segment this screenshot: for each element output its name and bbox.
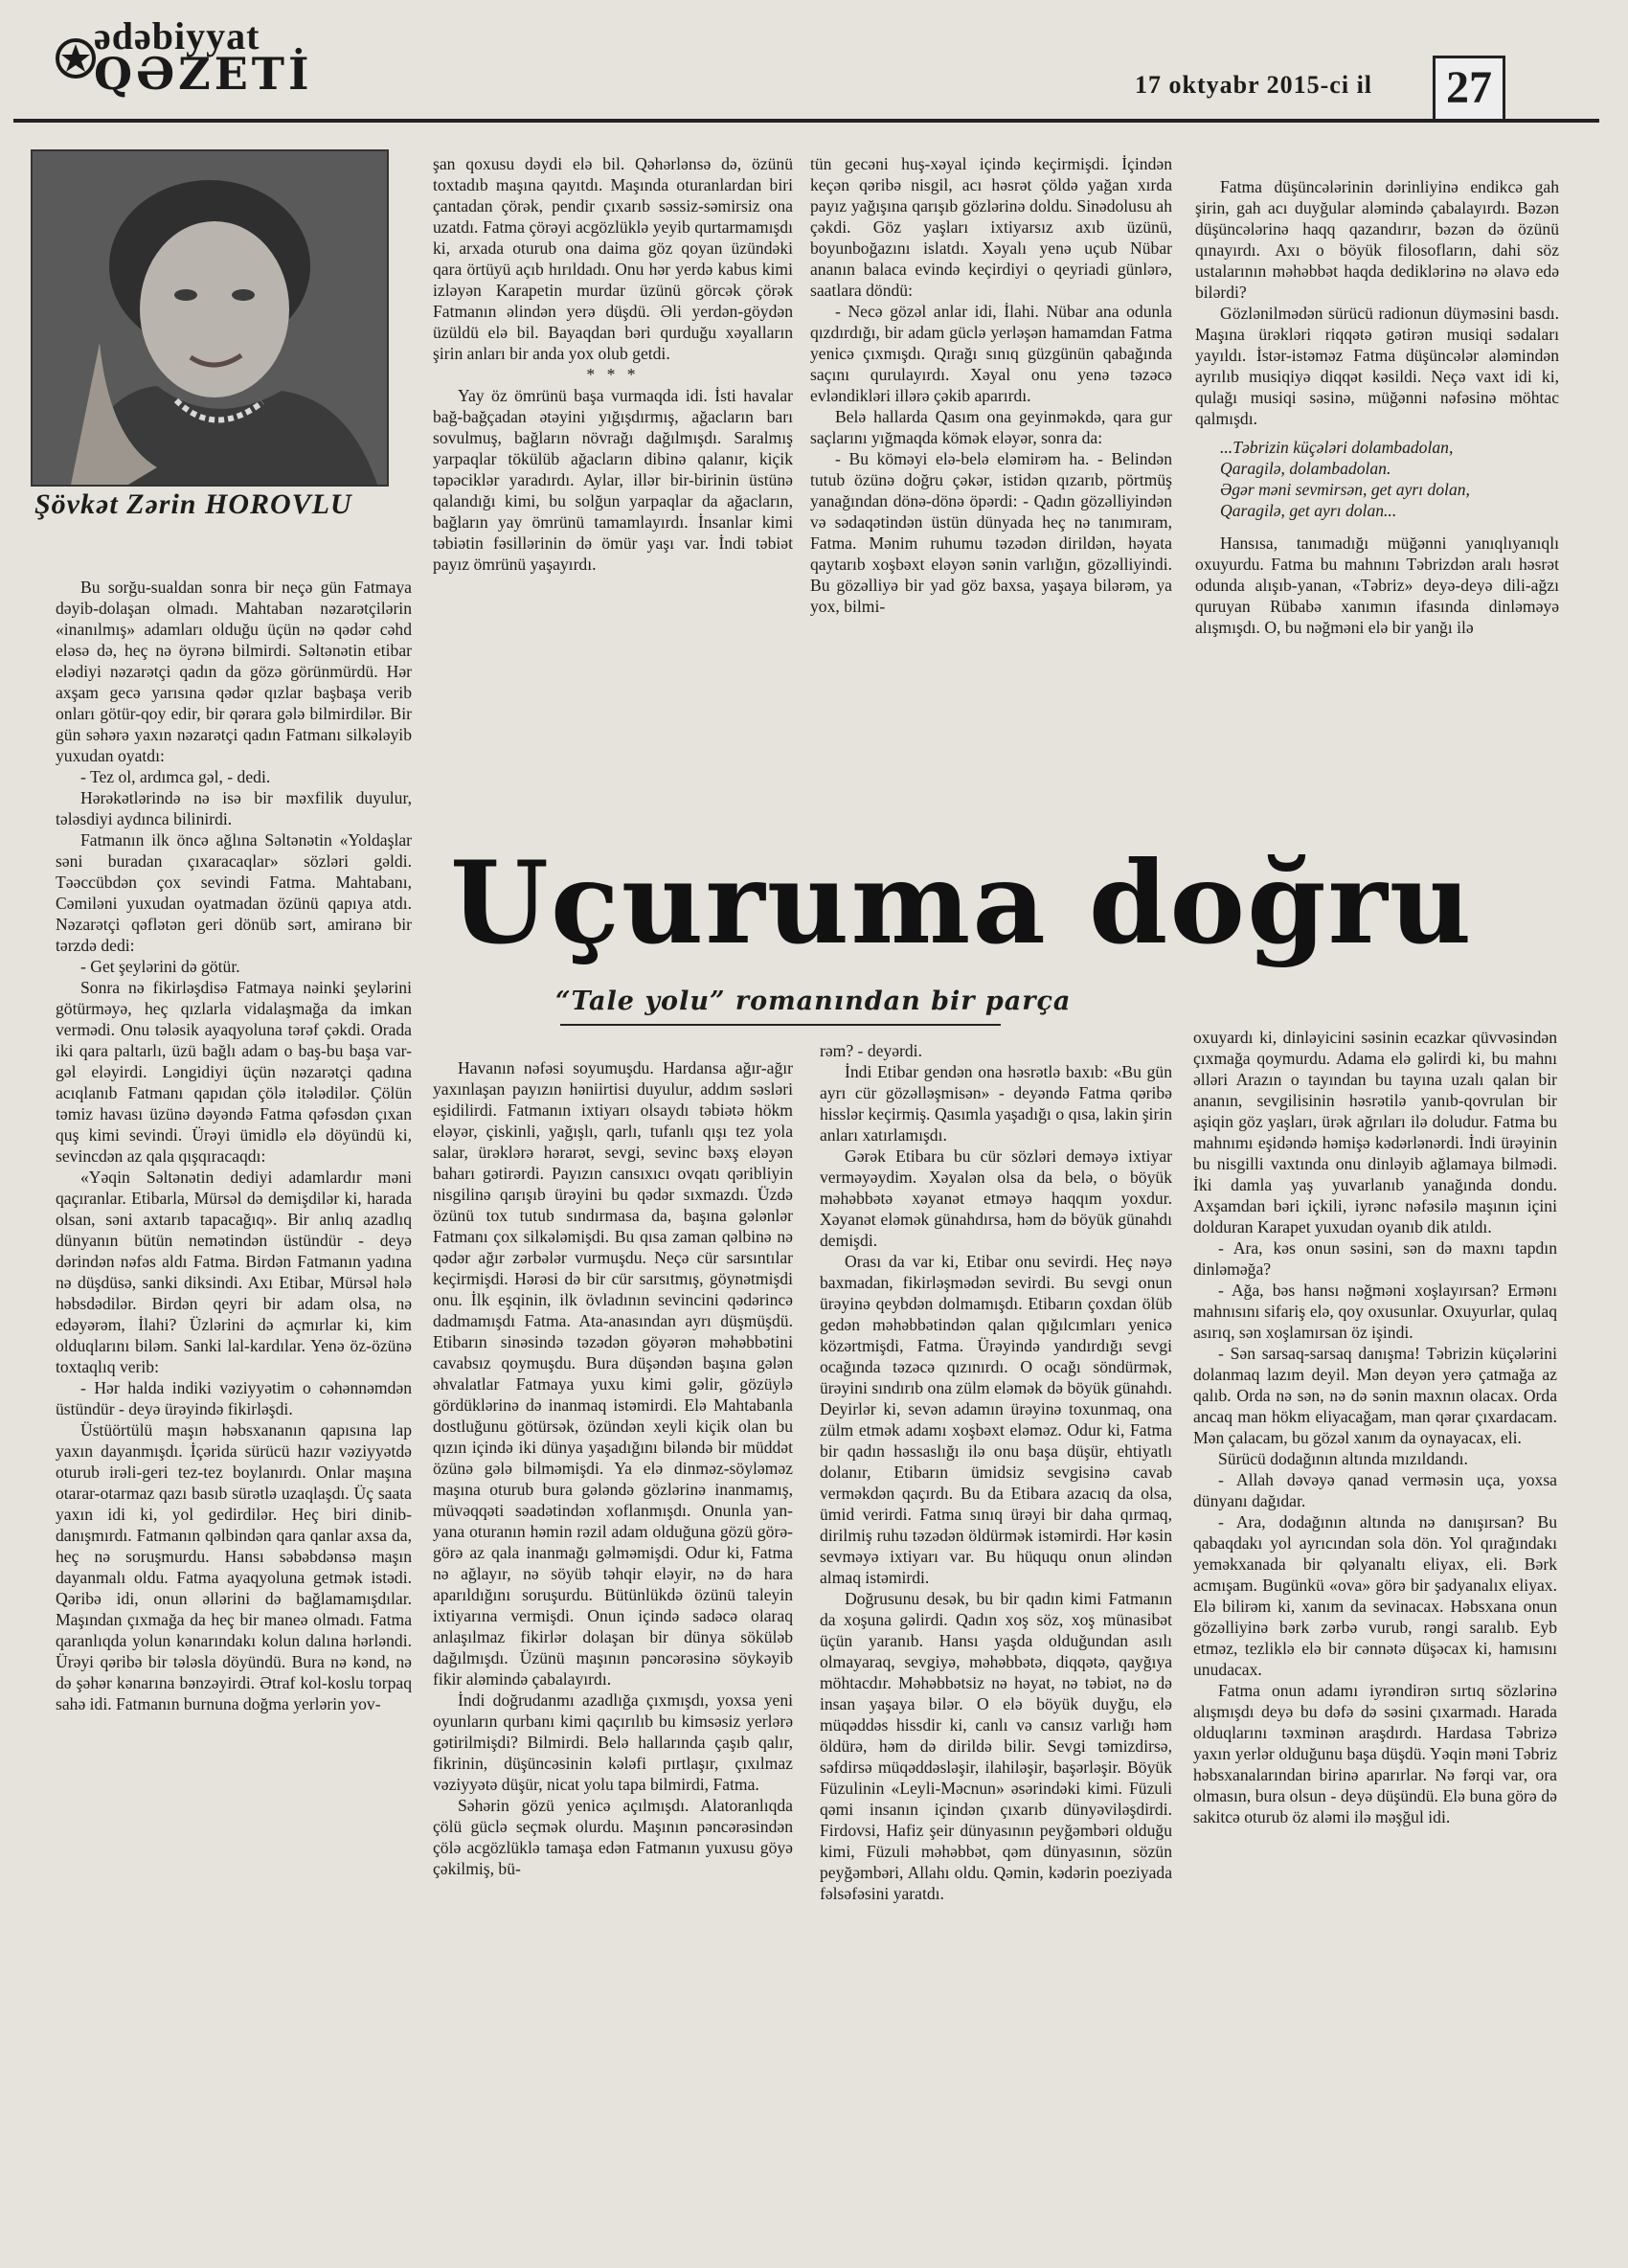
paragraph: oxuyardı ki, dinləyicini səsinin ecazkar qüvvəsindən çıxmağa qoymurdu. Adama elə gəlirdi ki, bu mahnı əlləri Arazın o tayından bu tayına uzalı qalan bir ananın, sevgilisinin həsrətilə yanıb-qovrulan bir aşiqin göz yaşları, ürək ağrıları ilə doludur. Fatma bu mahnımı eşidəndə həmişə kədərlənərdi. İndi ürəyinin bu nisgilli vaxtında onu dinləyib ağlamaya bilmədi. İki damla yaş yuvarlanıb yanağında dondu. Axşamdan bəri içkili, iyrənc nəfəsilə maşının içini dolduran Karapet yuxudan oyanıb dik atıldı. — [1193, 1028, 1557, 1236]
paragraph: Sürücü dodağının altında mızıldandı. — [1218, 1449, 1468, 1468]
author-name: Şövkət Zərin HOROVLU — [34, 488, 352, 520]
paragraph: - Allah dəvəyə qanad verməsin uça, yoxsa dünyanı dağıdar. — [1193, 1470, 1557, 1510]
paragraph: Hansısa, tanımadığı müğənni yanıqlıyanıqlı oxuyurdu. Fatma bu mahnını Təbrizdən aralı həsrət odunda alışıb-yanan, «Təbriz» deyə-deyə dili-ağzı quruyan Rübabə xanımın ifasında dinləməyə alışmışdı. O, bu nəğməni elə bir yanğı ilə — [1195, 533, 1559, 637]
paragraph: - Get şeylərini də götür. — [80, 957, 240, 976]
poem-line: Qaragilə, dolambadolan. — [1220, 459, 1391, 478]
paragraph: - Necə gözəl anlar idi, İlahi. Nübar ana odunla qızdırdığı, bir adam güclə yerləşən hamamdan Fatma yenicə çıxmışdı. Qırağı sınıq güzgünün qabağında saçını qurulayırdı. Xəyal onu yenə təzəcə evləndikləri illərə çəkib aparırdı. — [810, 302, 1172, 405]
paragraph: Hərəkətlərində nə isə bir məxfilik duyulur, tələsdiyi aydınca bilinirdi. — [56, 788, 412, 828]
paragraph: Gərək Etibara bu cür sözləri deməyə ixtiyar verməyəydim. Xəyalən olsa da belə, o böyük məhəbbətə xəyanət etməyə haqqım yoxdur. Xəyanət eləmək günahdırsa, həm də böyük günahdı demişdi. — [820, 1146, 1172, 1250]
page-number: 27 — [1433, 56, 1505, 123]
paragraph: Fatma onun adamı iyrəndirən sırtıq sözlərinə alışmışdı deyə bu dəfə də səsini çıxarmadı. Harada olduqlarını təxminən araşdırdı. Hardasa Təbrizə yaxın yerlər olduğunu başa düşdü. Yəqin məni Təbriz həbsxanalarından birinə aparırlar. Nə fərqi var, ora olmasın, bura olsun - deyə düşündü. Elə buna görə də sakitcə oturub öz aləmi ilə məşğul idi. — [1193, 1681, 1557, 1826]
paragraph: tün gecəni huş-xəyal içində keçirmişdi. İçindən keçən qəribə nisgil, acı həsrət çöldə yağan xırda payız yağışına qarışıb gözlərinə doldu. Sinədolusu ah çəkdi. Göz yaşları ixtiyarsız axıb üzünü, boyunboğazını islatdı. Xəyalı yenə uçub Nübar ananın balaca evində keçirdiyi o qeyriadi günlərə, saatlara döndü: — [810, 154, 1172, 300]
paragraph: - Ağa, bəs hansı nəğməni xoşlayırsan? Ermənı mahnısını sifariş elə, qoy oxusunlar. Oxuyurlar, qulaq asırıq, sən xoşlamırsan öz işindi. — [1193, 1281, 1557, 1342]
paragraph: - Hər halda indiki vəziyyətim o cəhənnəmdən üstündür - deyə ürəyində fikirləşdi. — [56, 1378, 412, 1418]
article-subtitle: “Tale yolu” romanından bir parça — [555, 987, 1072, 1016]
paragraph: Orası da var ki, Etibar onu sevirdi. Heç nəyə baxmadan, fikirləşmədən sevirdi. Bu sevgi onun ürəyinə qeybdən dolmamışdı. Etibarın çoxdan ölüb gedən məhəbbətindən qalan qığılcımları yenicə közərtmişdi, Fatma. Ürəyində yandırdığı sevgi ocağında təzəcə qızınırdı. O ocağı söndürmək, ürəyini sındırıb ona zülm eləmək də böyük günahdı. Deyirlər ki, sevən adamın ürəyinə toxunmaq, ona zülm etmək adamı xoşbəxt eləməz. Odur ki, Fatma bir qadın həssaslığı ilə onu başa düşür, ehtiyatlı dolanır, Etibarın ümidsiz sevgisinə cavab verməkdən qaçırdı. Bu da Etibara azacıq da olsa, ümid verirdi. Fatma sınıq ürəyi bir daha qırmaq, dirilmiş ruhu təzədən öldürmək istəmirdi. Hər kəsin sevməyə ixtiyarı var. Bu hüququ onun əlindən almaq istəmirdi. — [820, 1252, 1172, 1587]
column-7 — [1193, 1027, 1557, 1827]
masthead-logo — [56, 11, 313, 100]
paragraph: - Sən sarsaq-sarsaq danışma! Təbrizin küçələrini dolanmaq lazım deyil. Mən deyən yerə çatmağa az qalıb. Orda nə sən, nə də sənin maxnın olacax. Orda ancaq man hökm eliyacağam, man qərar çıxardacam. Mən çalacam, bu gözəl xanım da oynayacax, eli. — [1193, 1344, 1557, 1447]
paragraph: İndi doğrudanmı azadlığa çıxmışdı, yoxsa yeni oyunların qurbanı kimi qaçırılıb bu kimsəsiz yerlərə gətirilmişdi? Bilmirdi. Belə hallarında çaşıb qalır, fikrinin, düşüncəsinin kələfi pırtlaşır, çıxılmaz vəziyyətə düşür, nicat yolu tapa bilmirdi, Fatma. — [433, 1690, 793, 1794]
column-3 — [810, 153, 1172, 617]
column-1 — [56, 577, 412, 1714]
header-rule — [13, 119, 1599, 123]
paragraph: Sonra nə fikirləşdisə Fatmaya nəinki şeylərini götürməyə, heç qızlarla vidalaşmağa da imkan vermədi. Onu tələsik ayaqyoluna tərəf çəkdi. Orada iki qara paltarlı, üzü bağlı adam o baş-bu başa var-gəl eləyirdi. Ləngidiyi üçün nəzarətçi qadına acıqlanıb Fatmanı qapıdan çölə itələdilər. Çölün təmiz havası üzünə dəyəndə Fatma qəfəsdən çıxan quş kimi sevindi. Ürəyi ümidlə elə döyündü ki, sevincdən az qala qışqıracaqdı: — [56, 978, 412, 1166]
masthead-bottom-text: QƏZETİ — [94, 48, 313, 100]
paragraph: - Ara, kəs onun səsini, sən də maxnı tapdın dinləməğa? — [1193, 1238, 1557, 1279]
column-4 — [1195, 176, 1559, 638]
paragraph: şan qoxusu dəydi elə bil. Qəhərlənsə də, özünü toxtadıb maşına qayıtdı. Maşında oturanlardan biri çantadan çörək, pendir çıxarıb səssiz-səmirsiz ona uzatdı. Fatma çörəyi acgözlüklə yeyib qurtarmamışdı ki, arxada oturub ona daima göz qoyan üzündəki qara örtüyü açıb hırıldadı. Onu hər yerdə kabus kimi izləyən Karapetin murdar üzünü görcək çörək Fatmanın əlindən yerə düşdü. Əli yerdən-göydən üzüldü elə bil. Bayaqdan bəri qurduğu xəyalların şirin anları bir anda yox olub getdi. — [433, 154, 793, 363]
paragraph: «Yəqin Səltənətin dediyi adamlardır məni qaçıranlar. Etibarla, Mürsəl də demişdilər ki, harada olsan, səni axtarıb tapacağıq». Bir anlıq azadlıq dünyanın bütün nemətindən üstündür - deyə dərindən nəfəs aldı Fatma. Birdən Fatmanın yadına nə düşdüsə, sanki diksindi. Axı Etibar, Mürsəl hələ həbsdədilər. Birdən qeyri bir adam olsa, nə edəyərəm, İlahi? Üzlərini də açmırlar ki, kim olduqlarını biləm. Sanki lal-kardılar. Yenə öz-özünə toxtaqlıq verib: — [56, 1168, 412, 1376]
author-portrait-image — [33, 151, 387, 485]
paragraph: Bu sorğu-sualdan sonra bir neçə gün Fatmaya dəyib-dolaşan olmadı. Mahtaban nəzarətçilərin «inanılmış» adamları olduğu üçün nə qədər cəhd eləsə də, heç nə öyrənə bilmirdi. Səltənətin etibar elədiyi nəzarətçi qadın da gözə görünmürdü. Hər axşam gecə yarısına qədər qızlar başbaşa verib onları götür-qoy edir, bir qərara gələ bilmirdilər. Bir gün səhərə yaxın nəzarətçi qadın Fatmanı silkələyib yuxudan oyatdı: — [56, 578, 412, 765]
paragraph: Fatma düşüncələrinin dərinliyinə endikcə gah şirin, gah acı duyğular aləmində çabalayırdı. Bəzən düşüncələrinə haqq qazandırır, bəzən də özünü qınayırdı. Axı o böyük filosofların, dahi söz ustalarının məhəbbət haqda dediklərinə nə əlavə edə bilərdi? — [1195, 177, 1559, 302]
author-photo — [31, 149, 389, 487]
star-emblem-icon — [56, 38, 96, 79]
column-6 — [820, 1040, 1172, 1904]
poem-line: ...Təbrizin küçələri dolambadolan, — [1220, 438, 1454, 457]
paragraph: - Ara, dodağının altında nə danışırsan? Bu qabaqdakı yol ayrıcından sola dön. Yol qırağındakı yeməkxanada bir qəlyanaltı eliyax, eli. Bərk acmışam. Bugünkü «ova» görə bir şadyanalıx eliyax. Elə bilirəm ki, xanım da sevinacax. Həbsxana onun gözəlliyinə bərk zərbə vurub, rəngi saralıb. Eyb etməz, tezliklə elə bir cənnətə düşəcax ki, hamısını unudacax. — [1193, 1512, 1557, 1679]
poem-line: Qaragilə, get ayrı dolan... — [1220, 501, 1397, 520]
paragraph: - Bu köməyi elə-belə eləmirəm ha. - Belindən tutub özünə doğru çəkər, istidən qızarıb, pörtmüş yanağından dönə-dönə öpərdi: - Qadın gözəlliyindən və sədaqətindən üstün dünyada heç nə tanımıram, Fatma. Mənim ruhumu təzədən dirildən, həyata qaytarıb xoşbəxt eləyən sənin varlığın, gözəlliyindi. Bu gözəlliyə bir yad göz baxsa, yaşaya bilərəm, ya yox, bilmi- — [810, 449, 1172, 616]
column-2 — [433, 153, 793, 575]
paragraph: Yay öz ömrünü başa vurmaqda idi. İsti havalar bağ-bağçadan ətəyini yığışdırmış, ağacların barı sovulmuş, bağların növrağı dağılmışdı. Saralmış yarpaqlar tökülüb ağacların dibinə qalanır, kiçik təpəciklər yaradırdı. Aylar, illər bir-birinin üstünə qalandığı kimi, bu solğun yarpaqlar da ağacların, bağların yay ömrünü tamamlayırdı. İnsanlar kimi təbiətin fəsillərinin də ömür yaşı var. İndi təbiət payız ömrünü yaşayırdı. — [433, 386, 793, 574]
paragraph: Gözlənilmədən sürücü radionun düyməsini basdı. Maşına ürəkləri riqqətə gətirən musiqi sədaları yayıldı. İstər-istəməz Fatma düşüncələr aləmindən ayrılıb musiqiyə diqqət kəsildi. Neçə vaxt idi ki, qulağı musiqi səsinə, müğənni nəfəsinə möhtac qalmışdı. — [1195, 304, 1559, 428]
poem-excerpt — [1220, 437, 1559, 521]
paragraph: Səhərin gözü yenicə açılmışdı. Alatoranlıqda çölü güclə seçmək olurdu. Maşının pəncərəsindən çölə acgözlüklə tamaşa edən Fatmanın yuxusu göyə çəkilmiş, bü- — [433, 1796, 793, 1878]
paragraph: - Tez ol, ardımca gəl, - dedi. — [80, 767, 271, 786]
paragraph: Üstüörtülü maşın həbsxananın qapısına lap yaxın dayanmışdı. İçərida sürücü hazır vəziyyətdə oturub irəli-geri tez-tez boylanırdı. Onlar maşına otarar-otarmaz qazı basıb sürətlə uzaqlaşdı. Üç saata yaxın idi ki, yol gedirdilər. Heç biri dinib-danışmırdı. Fatmanın qəlbindən qara qanlar axsa da, heç nə soruşmurdu. Hansı səbəbdənsə maşın dayanmalı oldu. Fatma ayaqyoluna getmək istədi. Qəribə idi, onun əllərini də bağlamamışdılar. Maşından çıxmağa da heç bir maneə olmadı. Fatma qaranlıqda yolun kənarındakı kolun dalına hərləndi. Ürəyi qəribə bir tələsla döyündü. Bura nə kənd, nə də şəhər kənarına bənzəyirdi. Ətraf kol-koslu torpaq sahə idi. Fatmanın burnuna doğma yerlərin yov- — [56, 1420, 412, 1713]
column-5 — [433, 1057, 793, 1879]
article-title: Uçuruma doğru — [450, 836, 1474, 969]
poem-line: Əgər məni sevmirsən, get ayrı dolan, — [1220, 480, 1470, 499]
paragraph: Havanın nəfəsi soyumuşdu. Hardansa ağır-ağır yaxınlaşan payızın həniirtisi duyulur, addım səsləri eşidilirdi. Fatmanın ixtiyarı olsaydı təbiətə hökm eləyər, çiskinli, yağışlı, qarlı, tufanlı qışı tez yola salar, ürəklərə hərarət, sevgi, sevinc bəxş eləyən baharı gətirərdi. Payızın cansıxıcı ovqatı qəribliyin nisgilinə qarışıb ürəyini bu qədər sıxmazdı. Üzdə özünü tox tutub sındırmasa da, başına gələnlər Fatmanı çox silkələmişdi. Bu qısa zaman qəlbinə nə qədər ağır zərbələr vurmuşdu. Neçə cür sarsıntılar keçirmişdi. Hərəsi də bir cür sarsıtmış, göynətmişdi onu. İlk eşqinin, ilk övladının sevincini qədərincə dadmamışdı Fatma. Ata-anasından ayrı düşmüşdü. Etibarın sinəsində təzədən göyərən məhəbbətini cavabsız qoymuşdu. Bura düşəndən başına gələn əhvalatlar Fatmaya yuxu kimi gəlir, gözüylə gördüklərinə də inanmaq istəmirdi. Elə Mahtabanla dostluğunu götürsək, özündən xeyli kiçik olan bu qızın içində iki dünya yaşadığını biləndə bir müddət özünə gələ bilməmişdi. Ya elə dinməz-söyləməz maşına oturub bura gələndə gözlərinə inanmamış, müvəqqəti səadətindən xoflanmışdı. Onunla yan-yana oturanın həmin rəzil adam olduğuna gözü görə-görə az qala inanmağı gəlməmişdi. Odur ki, Fatma nə ağlayır, nə söyüb təhqir eləyir, nə də hara aparıldığını soruşurdu. Bütünlükdə özünü taleyin ixtiyarına vermişdi. Onun içində sadəcə olaraq anlaşılmaz fikirlər dolaşan bir dünya söküləb dağılmışdı. Üzünü maşının pəncərəsinə söykəyib fikir aləmində çabalayırdı. — [433, 1058, 793, 1689]
paragraph: Doğrusunu desək, bu bir qadın kimi Fatmanın da xoşuna gəlirdi. Qadın xoş söz, xoş münasibət üçün yaranıb. Hansı yaşda olduğundan asılı olmayaraq, sevgiyə, məhəbbətə, diqqətə, qayğıya möhtacdır. Məhəbbətsiz nə həyat, nə təbiət, nə də insan yaşaya bilər. O elə böyük duyğu, elə müqəddəs hissdir ki, canlı və cansız varlığı həm öldürə, həm də dirildə bilir. Sevgi təmizdirsə, səfdirsə müqəddəsləşir, ilahiləşir, başərləşir. Böyük Füzulinin «Leyli-Məcnun» əsərindəki kimi. Füzuli qəmi insanın içindən çıxarıb dünyəviləşdirdi. Firdovsi, Hafiz şeir dünyasının peyğəmbəri olduğu kimi, Füzuli məhəbbət, qəm dünyasının, sözün peyğəmbəri, Allahı oldu. Qəmin, kədərin poeziyada fəlsəfəsini yaratdı. — [820, 1589, 1172, 1903]
issue-date: 17 oktyabr 2015-ci il — [1135, 71, 1373, 99]
paragraph: Fatmanın ilk öncə ağlına Səltənətin «Yoldaşlar səni buradan çıxaracaqlar» sözləri gəldi. Təəccübdən çox sevindi Fatma. Mahtabanı, Cəmiləni yuxudan oyatmadan özünü qapıya atdı. Nəzarətçi qəflətən geri dönüb sərt, amiranə bir tərzdə dedi: — [56, 830, 412, 955]
section-separator: * * * — [586, 365, 640, 384]
subtitle-underline — [560, 1024, 1001, 1026]
masthead-top-text: ədəbiyyat — [94, 14, 260, 57]
paragraph: İndi Etibar gendən ona həsrətlə baxıb: «Bu gün ayrı cür gözəlləşmisən» - deyəndə Fatma qəribə hisslər keçirmiş. Qasımla yaşadığı o qısa, lakin şirin anları xatırlamışdı. — [820, 1062, 1172, 1145]
paragraph: Belə hallarda Qasım ona geyinməkdə, qara gur saçlarını yığmaqda kömək eləyər, sonra da: — [810, 407, 1172, 447]
paragraph: rəm? - deyərdi. — [820, 1041, 922, 1060]
